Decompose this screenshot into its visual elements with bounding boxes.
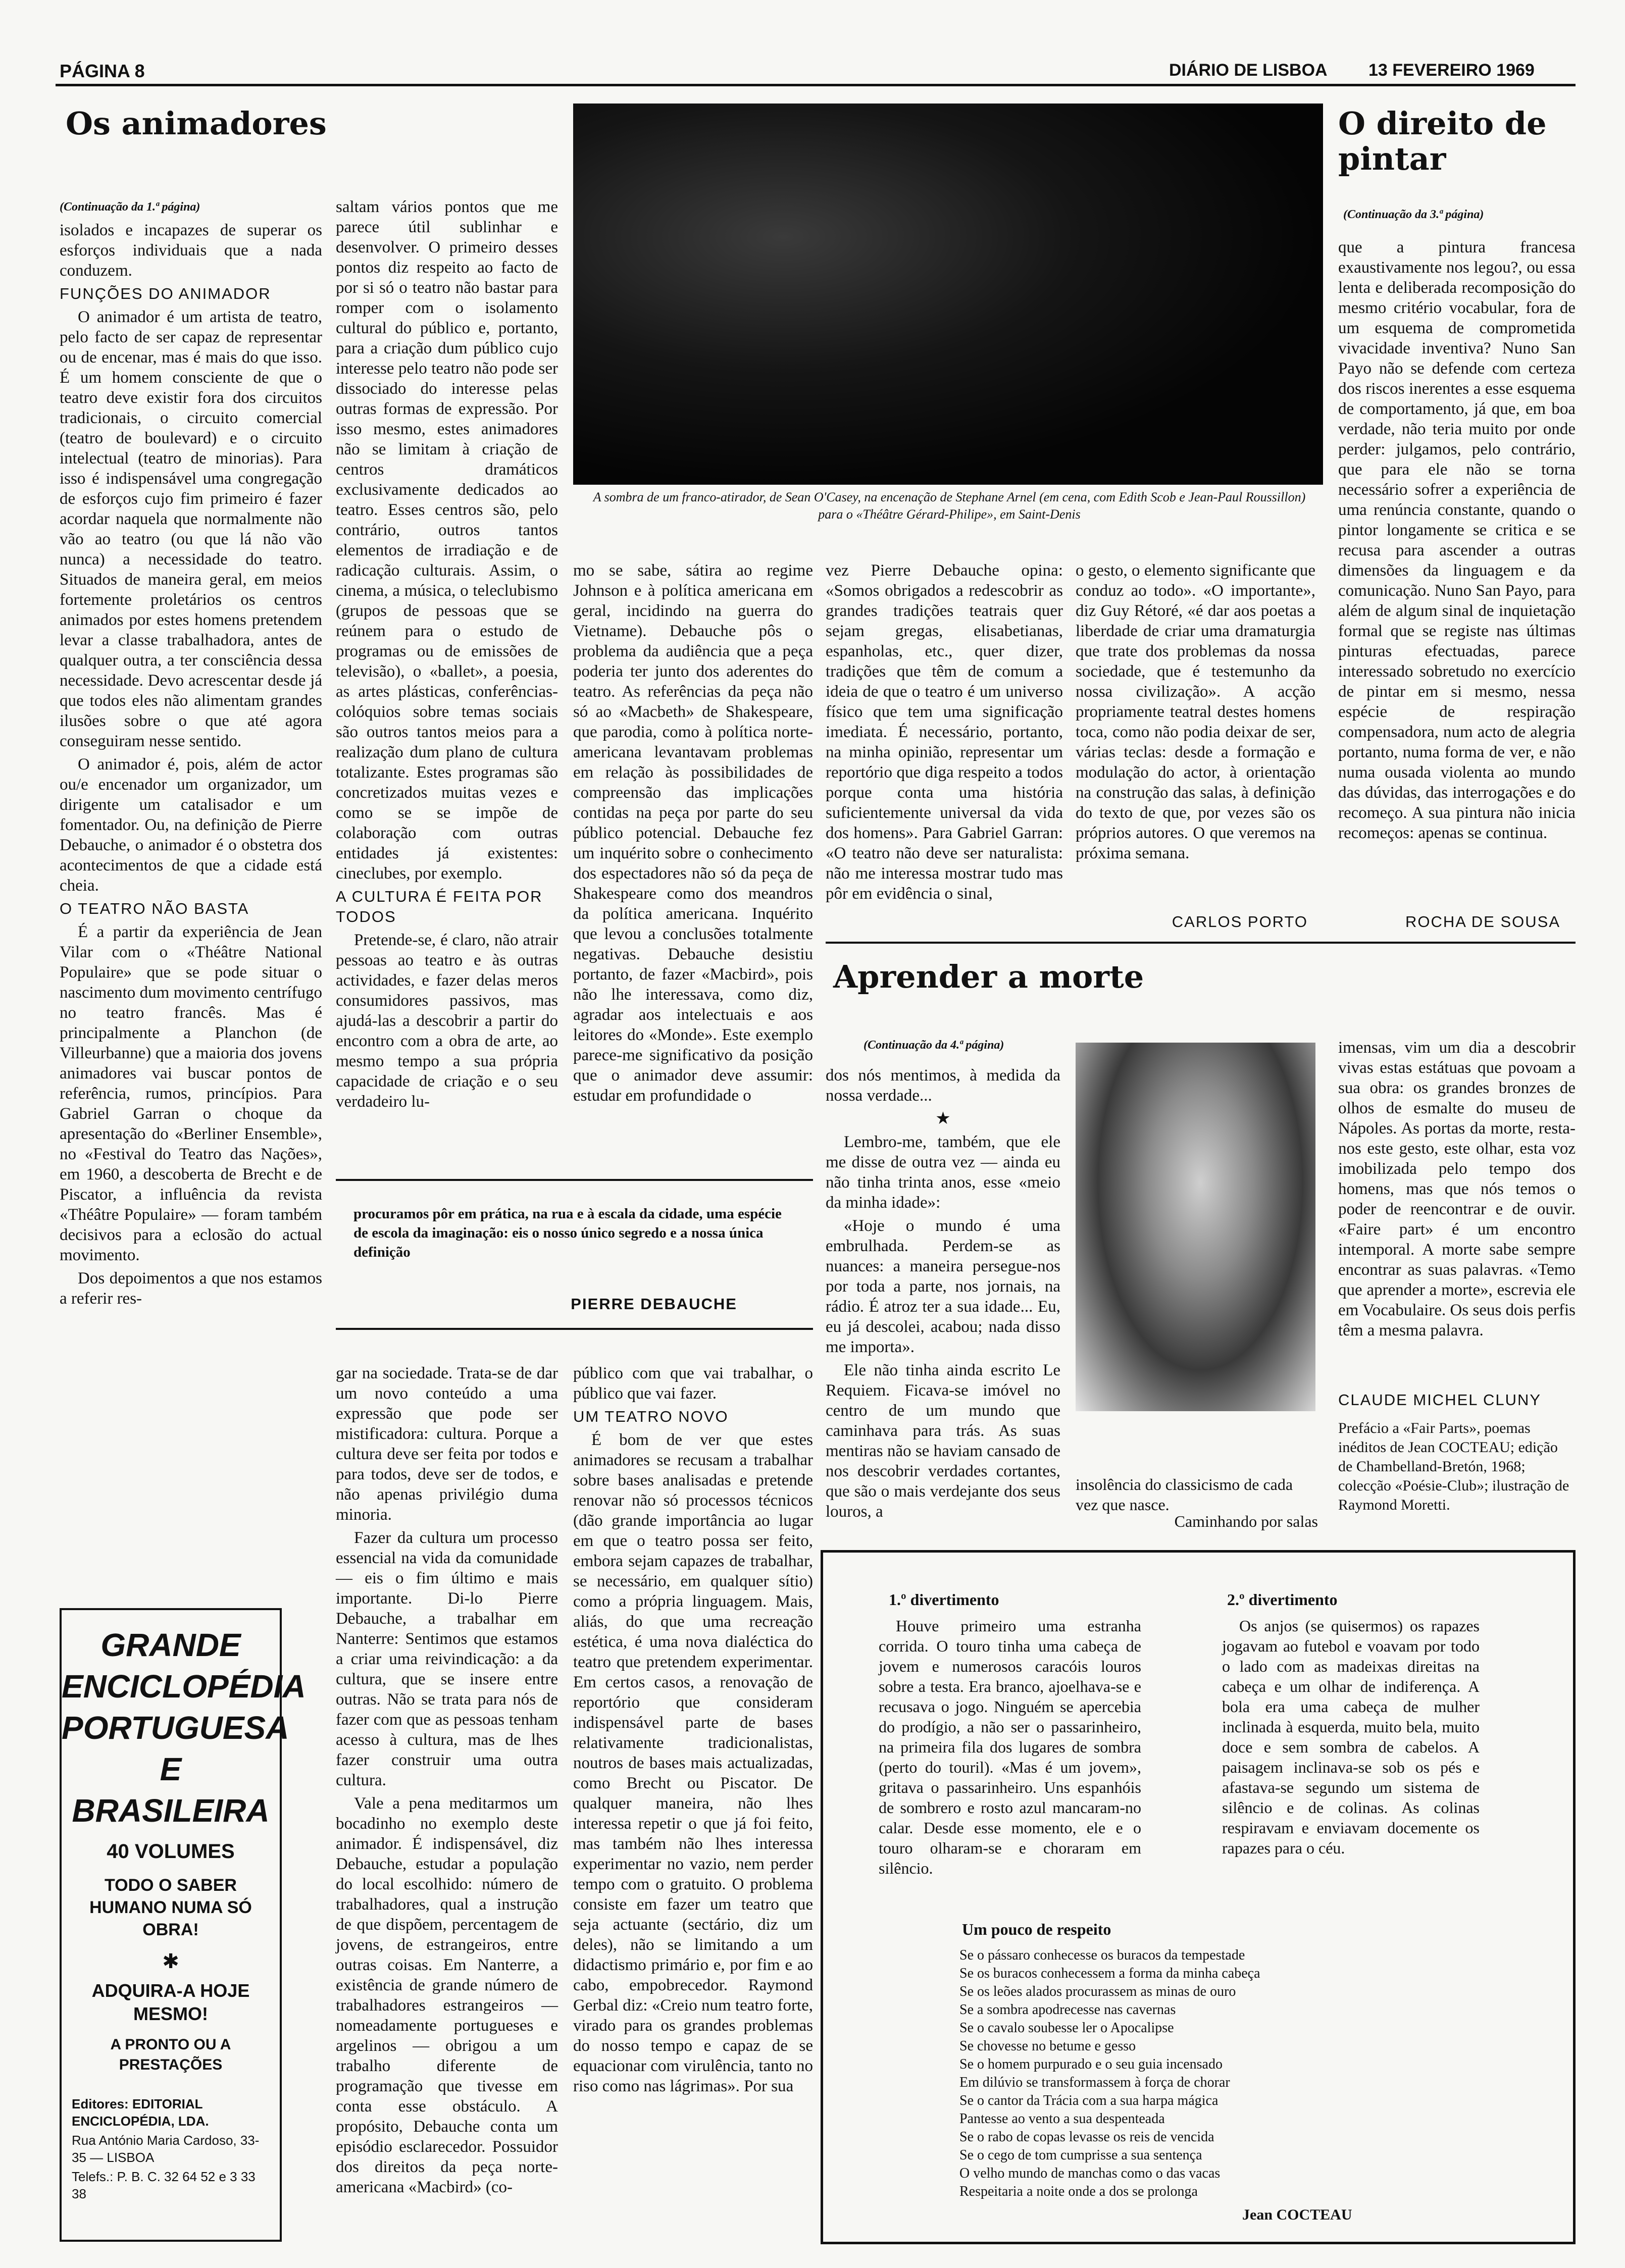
- paragraph: imensas, vim um dia a descobrir vivas estas estátuas que povoam a sua obra: os grandes bronzes de olhos de esmalte do museu de Nápoles. As portas da morte, resta-nos este gesto, este olhar, esta voz imobilizada pelo tempo dos homens, mas que nós temos o poder de reencontrar e de ouvir. «Faire part» é um encontro intemporal. A morte sabe sempre encontrar as suas palavras. «Temo que aprender a morte», escrevia ele em Vocabulaire. Os seus dois perfis têm a mesma palavra.: [1338, 1039, 1576, 1339]
- ad-title: [62, 1624, 306, 1831]
- divertimento-2-title: 2.º divertimento: [1227, 1590, 1338, 1609]
- subheading: A CULTURA É FEITA POR TODOS: [336, 888, 543, 925]
- ad-cta: ADQUIRA-A HOJE MESMO!: [91, 1980, 250, 2024]
- headline-direito: O direito de pintar: [1338, 105, 1547, 177]
- article-column: [1076, 560, 1315, 914]
- headline-aprender: Aprender a morte: [833, 958, 1144, 995]
- poem-author: Jean COCTEAU: [1242, 2206, 1352, 2223]
- paragraph: o gesto, o elemento significante que conduz ao todo». «O importante», diz Guy Rétoré, «é dar aos poetas a liberdade de criar uma dramaturgia que trate dos problemas da nossa sociedade, que é testemunho da nossa civilização». A acção propriamente teatral destes homens toca, como não podia deixar de ser, várias teclas: desde a formação e modulação do actor, à orientação na construção das salas, à definição do texto de que, por vezes são os próprios autores. O que veremos na próxima semana.: [1076, 561, 1315, 862]
- divertimento-1-text: Houve primeiro uma estranha corrida. O touro tinha uma cabeça de jovem e numerosos caracóis louros sobre a testa. Era branco, ajoelhava-se e recusava o jogo. Ninguém se apercebia do prodígio, a não ser o passarinheiro, na primeira fila dos lugares de sombra (perto do touril). «Mas é um jovem», gritava o passarinheiro. Uns espanhóis de sombrero e rosto azul mancaram-no calar. Desde esse momento, ele e o touro olharam-se e choraram em silêncio.: [879, 1617, 1141, 1877]
- article-column: [336, 197, 558, 1202]
- ad-title-line: GRANDE: [100, 1627, 241, 1663]
- paragraph: gar na sociedade. Trata-se de dar um novo conteúdo a uma expressão que pode ser mistificadora: cultura. Porque a cultura deve ser feita por todos e para todos, deve ser de todos, e não apenas privilégio duma minoria.: [336, 1364, 558, 1524]
- quote-rule-bottom: [336, 1328, 813, 1330]
- paragraph: Pretende-se, é claro, não atrair pessoas ao teatro e às outras actividades, e fazer delas meros consumidores passivos, mas ajudá-las a descobrir a partir do encontro com a obra de arte, ao mesmo tempo a sua própria capacidade de criação e o seu verdadeiro lu-: [336, 931, 558, 1111]
- article-column: [336, 1363, 558, 2242]
- ad-volumes: 40 VOLUMES: [107, 1840, 235, 1863]
- article-column: [826, 560, 1063, 954]
- page-number: PÁGINA 8: [60, 61, 145, 81]
- portrait-caption: insolência do classicismo de cada vez que nasce.: [1076, 1475, 1293, 1514]
- poem-line: Se a sombra apodrecesse nas cavernas: [959, 2002, 1176, 2018]
- article-column: [60, 197, 322, 1565]
- poem-line: Se o homem purpurado e o seu guia incensado: [959, 2056, 1223, 2072]
- ad-phone: Telefs.: P. B. C. 32 64 52 e 3 33 38: [72, 2169, 256, 2201]
- paragraph: É bom de ver que estes animadores se recusam a trabalhar sobre bases analisadas e pretende renovar não só processos técnicos (dão grande importância ao lugar em que o teatro possa ser feito, embora sejam capazes de trabalhar, se necessário, em qualquer sítio) como a própria linguagem. Mais, aliás, do que uma recreação estética, é uma nova dialéctica do teatro que pretendem experimentar. Em certos casos, a renovação de reportório que consideram indispensável parte de bases relativamente tradicionalistas, noutros de bases mais actualizadas, como Brecht ou Piscator. De qualquer maneira, não lhes interessa repetir o que já foi feito, mas também não lhes interessa experimentar no vazio, nem perder tempo com o gratuito. O problema consiste em fazer um teatro que seja actuante (sectário, diz um deles), não se limitando a um didactismo primário e, por fim e ao cabo, empobrecedor. Raymond Gerbal diz: «Creio num teatro forte, virado para os grandes problemas do nosso tempo e capaz de se equacionar com virulência, tanto no riso como nas lágrimas». Por sua: [573, 1431, 813, 2095]
- paragraph: «Hoje o mundo é uma embrulhada. Perdem-se as nuances: a maneira persegue-nos por toda a parte, nos jornais, na rádio. É atroz ter a sua idade... Eu, eu já descolei, acabou; nada disso me importa».: [826, 1217, 1060, 1356]
- continuation-note: (Continuação da 3.ª página): [1343, 208, 1484, 221]
- poem-line: Se chovesse no betume e gesso: [959, 2038, 1136, 2054]
- poem-line: Se os buracos conhecessem a forma da minha cabeça: [959, 1966, 1260, 1981]
- ad-payment: A PRONTO OU A PRESTAÇÕES: [110, 2036, 231, 2073]
- encyclopedia-ad: [60, 1608, 306, 2242]
- article-column: [1338, 237, 1576, 914]
- paragraph: Fazer da cultura um processo essencial na vida da comunidade — eis o fim último e mais importante. Di-lo Pierre Debauche, a trabalhar em Nanterre: Sentimos que estamos a criar uma reivindicação: a da cultura, que se insere entre outras. Não se trata para nós de fazer com que as pessoas tenham acesso à cultura, mas de lhes fazer construir uma outra cultura.: [336, 1529, 558, 1789]
- poem-line: Respeitaria a noite onde a dos se prolonga: [959, 2184, 1198, 2199]
- paragraph: O animador é um artista de teatro, pelo facto de ser capaz de representar ou de encenar, mas é mais do que isso. É um homem consciente de que o teatro deve existir fora dos circuitos tradicionais, o circuito comercial (teatro de boulevard) e o circuito intelectual (teatro de minorias). Para isso é indispensável uma congregação de esforços cujo fim primeiro é fazer acordar naquela que normalmente não vão ao teatro (ou que lá não vão nunca) a necessidade do teatro. Situados de maneira geral, em meios fortemente proletários os centros animados por estes homens pretendem levar a classe trabalhadora, antes de qualquer outra, a ter consciência dessa necessidade. Devo acrescentar desde já que todos eles não alimentam grandes ilusões sobre o que até agora conseguiram nesse sentido.: [60, 308, 322, 750]
- poem-line: Se o rabo de copas levasse os reis de vencida: [959, 2129, 1214, 2145]
- paragraph: Ele não tinha ainda escrito Le Requiem. Ficava-se imóvel no centro de um mundo que caminhava para trás. As suas mentiras não se haviam cansado de nos descobrir verdades cortantes, que são o mais verdejante dos seus louros, a: [826, 1361, 1060, 1521]
- byline-carlos-porto: CARLOS PORTO: [1172, 913, 1308, 931]
- article-column: [826, 1065, 1060, 1521]
- poem-lines: [959, 1946, 1464, 2201]
- ad-title-line: ENCICLOPÉDIA: [62, 1668, 306, 1705]
- paragraph: saltam vários pontos que me parece útil sublinhar e desenvolver. O primeiro desses pontos diz respeito ao facto de por si só o teatro não bastar para romper com o isolamento cultural do público e, portanto, para a criação dum público cujo interesse pelo teatro não pode ser dissociado do interesse pelas outras formas de expressão. Por isso mesmo, estes animadores não se limitam à criação de centros dramáticos exclusivamente dedicados ao teatro. Esses centros são, pelo contrário, outros tantos elementos de irradiação e de radicação culturais. Assim, o cinema, a música, o teleclubismo (grupos de pessoas que se reúnem para o estudo de programas ou de emissões de televisão), o «ballet», a poesia, as artes plásticas, conferências-colóquios sobre temas sociais são outros tantos meios para a realização dum plano de cultura totalizante. Estes programas são concretizados muitas vezes e como se se impõe de colaboração com outras entidades já existentes: cineclubes, por exemplo.: [336, 198, 558, 883]
- headline-animadores: Os animadores: [66, 105, 327, 142]
- paragraph: público com que vai trabalhar, o público que vai fazer.: [573, 1364, 813, 1403]
- article-column: [1338, 1038, 1576, 1391]
- article-column: [573, 1363, 813, 2242]
- paragraph: É a partir da experiência de Jean Vilar com o «Théâtre National Populaire» que se pode situar o nascimento dum movimento centrífugo no teatro francês. Mas é principalmente a Planchon (de Villeurbanne) que a maioria dos jovens animadores vai buscar pontos de referência, rumos, princípios. Para Gabriel Garran o choque da apresentação do «Berliner Ensemble», no «Festival do Teatro das Nações», em 1960, a descoberta de Brecht e de Piscator, a influência da revista «Théâtre Populaire» — foram também decisivos para a eclosão do actual movimento.: [60, 923, 322, 1264]
- ad-star: ✱: [162, 1950, 179, 1973]
- divertimento-2-text: Os anjos (se quisermos) os rapazes jogavam ao futebol e voavam por todo o lado com as madeixas direitas na cabeça e um olhar de indiferença. A bola era uma cabeça de mulher inclinada à esquerda, muito bela, muito doce e sem sombra de cabelos. A paisagem inclinava-se sob os pés e afastava-se segundo um sistema de silêncio e de colinas. As colinas respiravam e enviavam docemente os rapazes para o céu.: [1222, 1617, 1480, 1857]
- section-rule: [826, 942, 1576, 944]
- continuation-note: (Continuação da 1.ª página): [60, 200, 200, 214]
- poem-title: Um pouco de respeito: [962, 1920, 1111, 1938]
- theatre-photo: [573, 104, 1323, 485]
- paragraph: O animador é, pois, além de actor ou/e encenador um organizador, um dirigente um catalisador e um fomentador. Ou, na definição de Pierre Debauche, o animador é o obstetra dos acontecimentos de que a cidade está cheia.: [60, 755, 322, 895]
- star-separator: ★: [935, 1109, 951, 1128]
- paragraph: Vale a pena meditarmos um bocadinho no exemplo deste animador. É indispensável, diz Debauche, estudar a população do local escolhido: número de trabalhadores, qual a instrução de que dispõem, percentagem de jovens, de estrangeiros, entre outras coisas. Em Nanterre, a existência de grande número de trabalhadores estrangeiros — nomeadamente portugueses e argelinos — obrigou a um trabalho diferente de programação que tivesse em conta esse obstáculo. A propósito, Debauche conta um episódio esclarecedor. Possuidor dos direitos da peça norte-americana «Macbird» (co-: [336, 1794, 558, 2196]
- quote-rule-top: [336, 1179, 813, 1181]
- issue-date: 13 FEVEREIRO 1969: [1368, 61, 1535, 80]
- paragraph: vez Pierre Debauche opina: «Somos obrigados a redescobrir as grandes tradições teatrais quer sejam gregas, elisabetianas, espanholas, etc., quer dizer, tradições que têm de comum a ideia de que o teatro é um universo físico que tem uma significação imediata. É necessário, portanto, na minha opinião, representar um reportório que diga respeito a todos porque conta uma história suficientemente universal da vida dos homens». Para Gabriel Garran: «O teatro não deve ser naturalista: não me interessa mostrar tudo mas pôr em evidência o sinal,: [826, 561, 1063, 903]
- subheading: O TEATRO NÃO BASTA: [60, 900, 249, 917]
- poem-line: Se o pássaro conhecesse os buracos da tempestade: [959, 1947, 1245, 1963]
- ad-title-line: PORTUGUESA: [62, 1710, 289, 1746]
- byline-rocha-de-sousa: ROCHA DE SOUSA: [1405, 913, 1560, 931]
- subheading: FUNÇÕES DO ANIMADOR: [60, 285, 271, 302]
- byline-claude-michel-cluny: CLAUDE MICHEL CLUNY: [1338, 1391, 1542, 1409]
- poem-line: Se o cavalo soubesse ler o Apocalipse: [959, 2020, 1174, 2036]
- quote-author: PIERRE DEBAUCHE: [571, 1295, 737, 1313]
- ad-title-line: E BRASILEIRA: [72, 1751, 270, 1829]
- poem-line: O velho mundo de manchas como o das vacas: [959, 2166, 1221, 2181]
- caption-continued: Caminhando por salas: [1174, 1512, 1318, 1530]
- paragraph: que a pintura francesa exaustivamente nos legou?, ou essa lenta e deliberada recomposição do mesmo critério vocabular, fora de um esquema de comprometida vivacidade inventiva? Nuno San Payo não se defende com certeza dos riscos inerentes a esse esquema de comportamento, já que, em boa verdade, não teria muito por onde perder: julgamos, pelo contrário, que para ele não se torna necessário sofrer a experiência de uma renúncia constante, quando o pintor longamente se critica e se recusa para ascender a outras dimensões da linguagem e da comunicação. Nuno San Payo, para além de algum sinal de inquietação formal que se registe nas últimas pinturas efectuadas, parece interessado sobretudo no exercício de pintar em si mesmo, nessa espécie de respiração compensadora, num acto de alegria portanto, numa forma de ver, e não numa ousada violenta ao mundo das dúvidas, das interrogações e do recomeço. A sua pintura não inicia recomeços: apenas se continua.: [1338, 238, 1576, 842]
- preface-note: Prefácio a «Fair Parts», poemas inéditos de Jean COCTEAU; edição de Chambelland-Bretón, 1968; colecção «Poésie-Club»; ilustração de Raymond Moretti.: [1338, 1420, 1569, 1513]
- article-column: [573, 560, 813, 1156]
- ad-publisher: Editores: EDITORIAL ENCICLOPÉDIA, LDA.: [72, 2096, 209, 2129]
- ad-slogan: TODO O SABER HUMANO NUMA SÓ OBRA!: [89, 1876, 252, 1939]
- paragraph: dos nós mentimos, à medida da nossa verdade...: [826, 1066, 1060, 1105]
- divertimento-1-title: 1.º divertimento: [889, 1590, 999, 1609]
- paragraph: isolados e incapazes de superar os esforços individuais que a nada conduzem.: [60, 221, 322, 280]
- paragraph: Lembro-me, também, que ele me disse de outra vez — ainda eu não tinha trinta anos, esse «meio da minha idade»:: [826, 1133, 1060, 1212]
- header-rule: [56, 84, 1576, 86]
- poem-line: Se o cantor da Trácia com a sua harpa mágica: [959, 2093, 1218, 2108]
- paragraph: mo se sabe, sátira ao regime Johnson e à política americana em geral, incidindo na guerra do Vietname). Debauche pôs o problema da audiência que a peça poderia ter junto dos aderentes do teatro. As referências da peça não só ao «Macbeth» de Shakespeare, que parodia, como à política norte-americana levantavam problemas em relação às possibilidades de compreensão das implicações contidas na peça por parte do seu público potencial. Debauche fez um inquérito sobre o conhecimento dos espectadores não só da peça de Shakespeare como dos meandros da política americana. Inquérito que levou a conclusões totalmente negativas. Debauche desistiu portanto, de fazer «Macbird», pois não lhe interessava, como diz, agradar aos intelectuais e aos leitores do «Monde». Este exemplo parece-me significativo da posição que o animador deve assumir: estudar em profundidade o: [573, 561, 813, 1105]
- newspaper-name: DIÁRIO DE LISBOA: [1169, 61, 1328, 80]
- pull-quote: procuramos pôr em prática, na rua e à escala da cidade, uma espécie de escola da imaginação: eis o nosso único segredo e a nossa única definição: [353, 1206, 782, 1260]
- ad-address: Rua António Maria Cardoso, 33-35 — LISBOA: [72, 2133, 260, 2165]
- paragraph: Dos depoimentos a que nos estamos a referir res-: [60, 1269, 322, 1308]
- photo-caption: A sombra de um franco-atirador, de Sean O'Casey, na encenação de Stephane Arnel (em cena, com Edith Scob e Jean-Paul Roussillon) para o «Théâtre Gérard-Philipe», em Saint-Denis: [593, 490, 1306, 522]
- subheading: UM TEATRO NOVO: [573, 1408, 729, 1425]
- poem-line: Se os leões alados procurassem as minas de ouro: [959, 1984, 1236, 1999]
- poem-line: Em dilúvio se transformassem à força de chorar: [959, 2075, 1230, 2090]
- poem-line: Se o cego de tom cumprisse a sua sentença: [959, 2147, 1202, 2163]
- cocteau-portrait: [1076, 1043, 1315, 1411]
- continuation-note: (Continuação da 4.ª página): [864, 1039, 1004, 1052]
- poem-line: Pantesse ao vento a sua despenteada: [959, 2111, 1165, 2127]
